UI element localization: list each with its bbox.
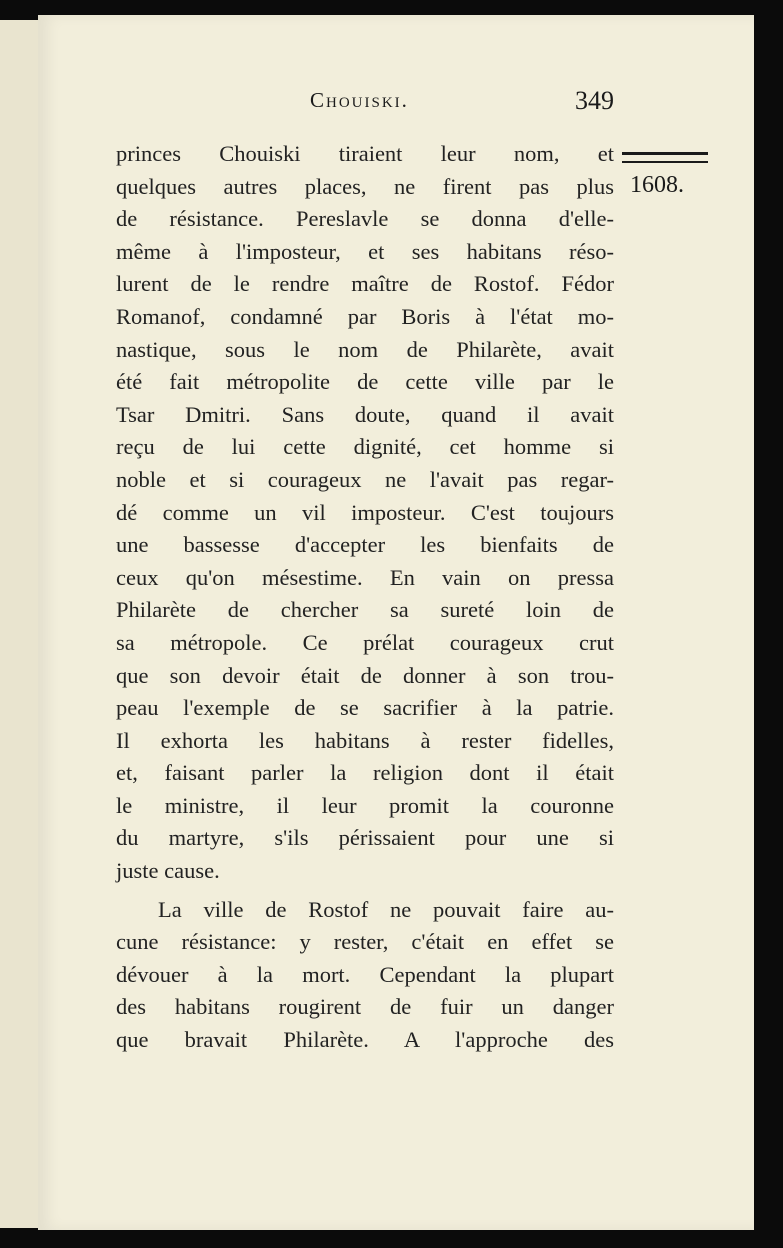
text-line: été fait métropolite de cette ville par le: [116, 369, 614, 395]
margin-year: 1608.: [630, 172, 684, 198]
text-line: et, faisant parler la religion dont il était: [116, 760, 614, 786]
text-line: nastique, sous le nom de Philarète, avait: [116, 336, 614, 362]
text-line: Tsar Dmitri. Sans doute, quand il avait: [116, 401, 614, 427]
text-line: dévouer à la mort. Cependant la plupart: [116, 961, 614, 987]
text-line: ceux qu'on mésestime. En vain on pressa: [116, 564, 614, 590]
text-line: lurent de le rendre maître de Rostof. Fédor: [116, 271, 614, 297]
text-line: cune résistance: y rester, c'était en effet se: [116, 929, 614, 955]
running-title: Chouiski.: [310, 88, 409, 112]
text-line: une bassesse d'accepter les bienfaits de: [116, 532, 614, 558]
text-line: noble et si courageux ne l'avait pas regar-: [116, 466, 614, 492]
text-line: reçu de lui cette dignité, cet homme si: [116, 434, 614, 460]
text-line: dé comme un vil imposteur. C'est toujours: [116, 499, 614, 525]
text-line: le ministre, il leur promit la couronne: [116, 792, 614, 818]
text-line: peau l'exemple de se sacrifier à la patrie.: [116, 695, 614, 721]
text-line: Philarète de chercher sa sureté loin de: [116, 597, 614, 623]
text-line: juste cause.: [116, 858, 220, 884]
page-number: 349: [575, 86, 614, 115]
text-line: princes Chouiski tiraient leur nom, et: [116, 141, 614, 166]
text-line: même à l'imposteur, et ses habitans réso-: [116, 238, 614, 264]
text-line: de résistance. Pereslavle se donna d'elle-: [116, 206, 614, 232]
text-line: sa métropole. Ce prélat courageux crut: [116, 629, 614, 655]
text-line: que son devoir était de donner à son trou-: [116, 662, 614, 688]
text-line: Il exhorta les habitans à rester fidelles,: [116, 727, 614, 753]
text-line: que bravait Philarète. A l'approche des: [116, 1027, 614, 1053]
text-line: La ville de Rostof ne pouvait faire au-: [158, 896, 614, 922]
text-line: du martyre, s'ils périssaient pour une si: [116, 825, 614, 851]
text-line: Romanof, condamné par Boris à l'état mo-: [116, 303, 614, 329]
margin-double-rule: [622, 152, 708, 163]
text-line: quelques autres places, ne firent pas plus: [116, 173, 614, 199]
body-text: [116, 138, 614, 1057]
text-line: des habitans rougirent de fuir un danger: [116, 994, 614, 1020]
